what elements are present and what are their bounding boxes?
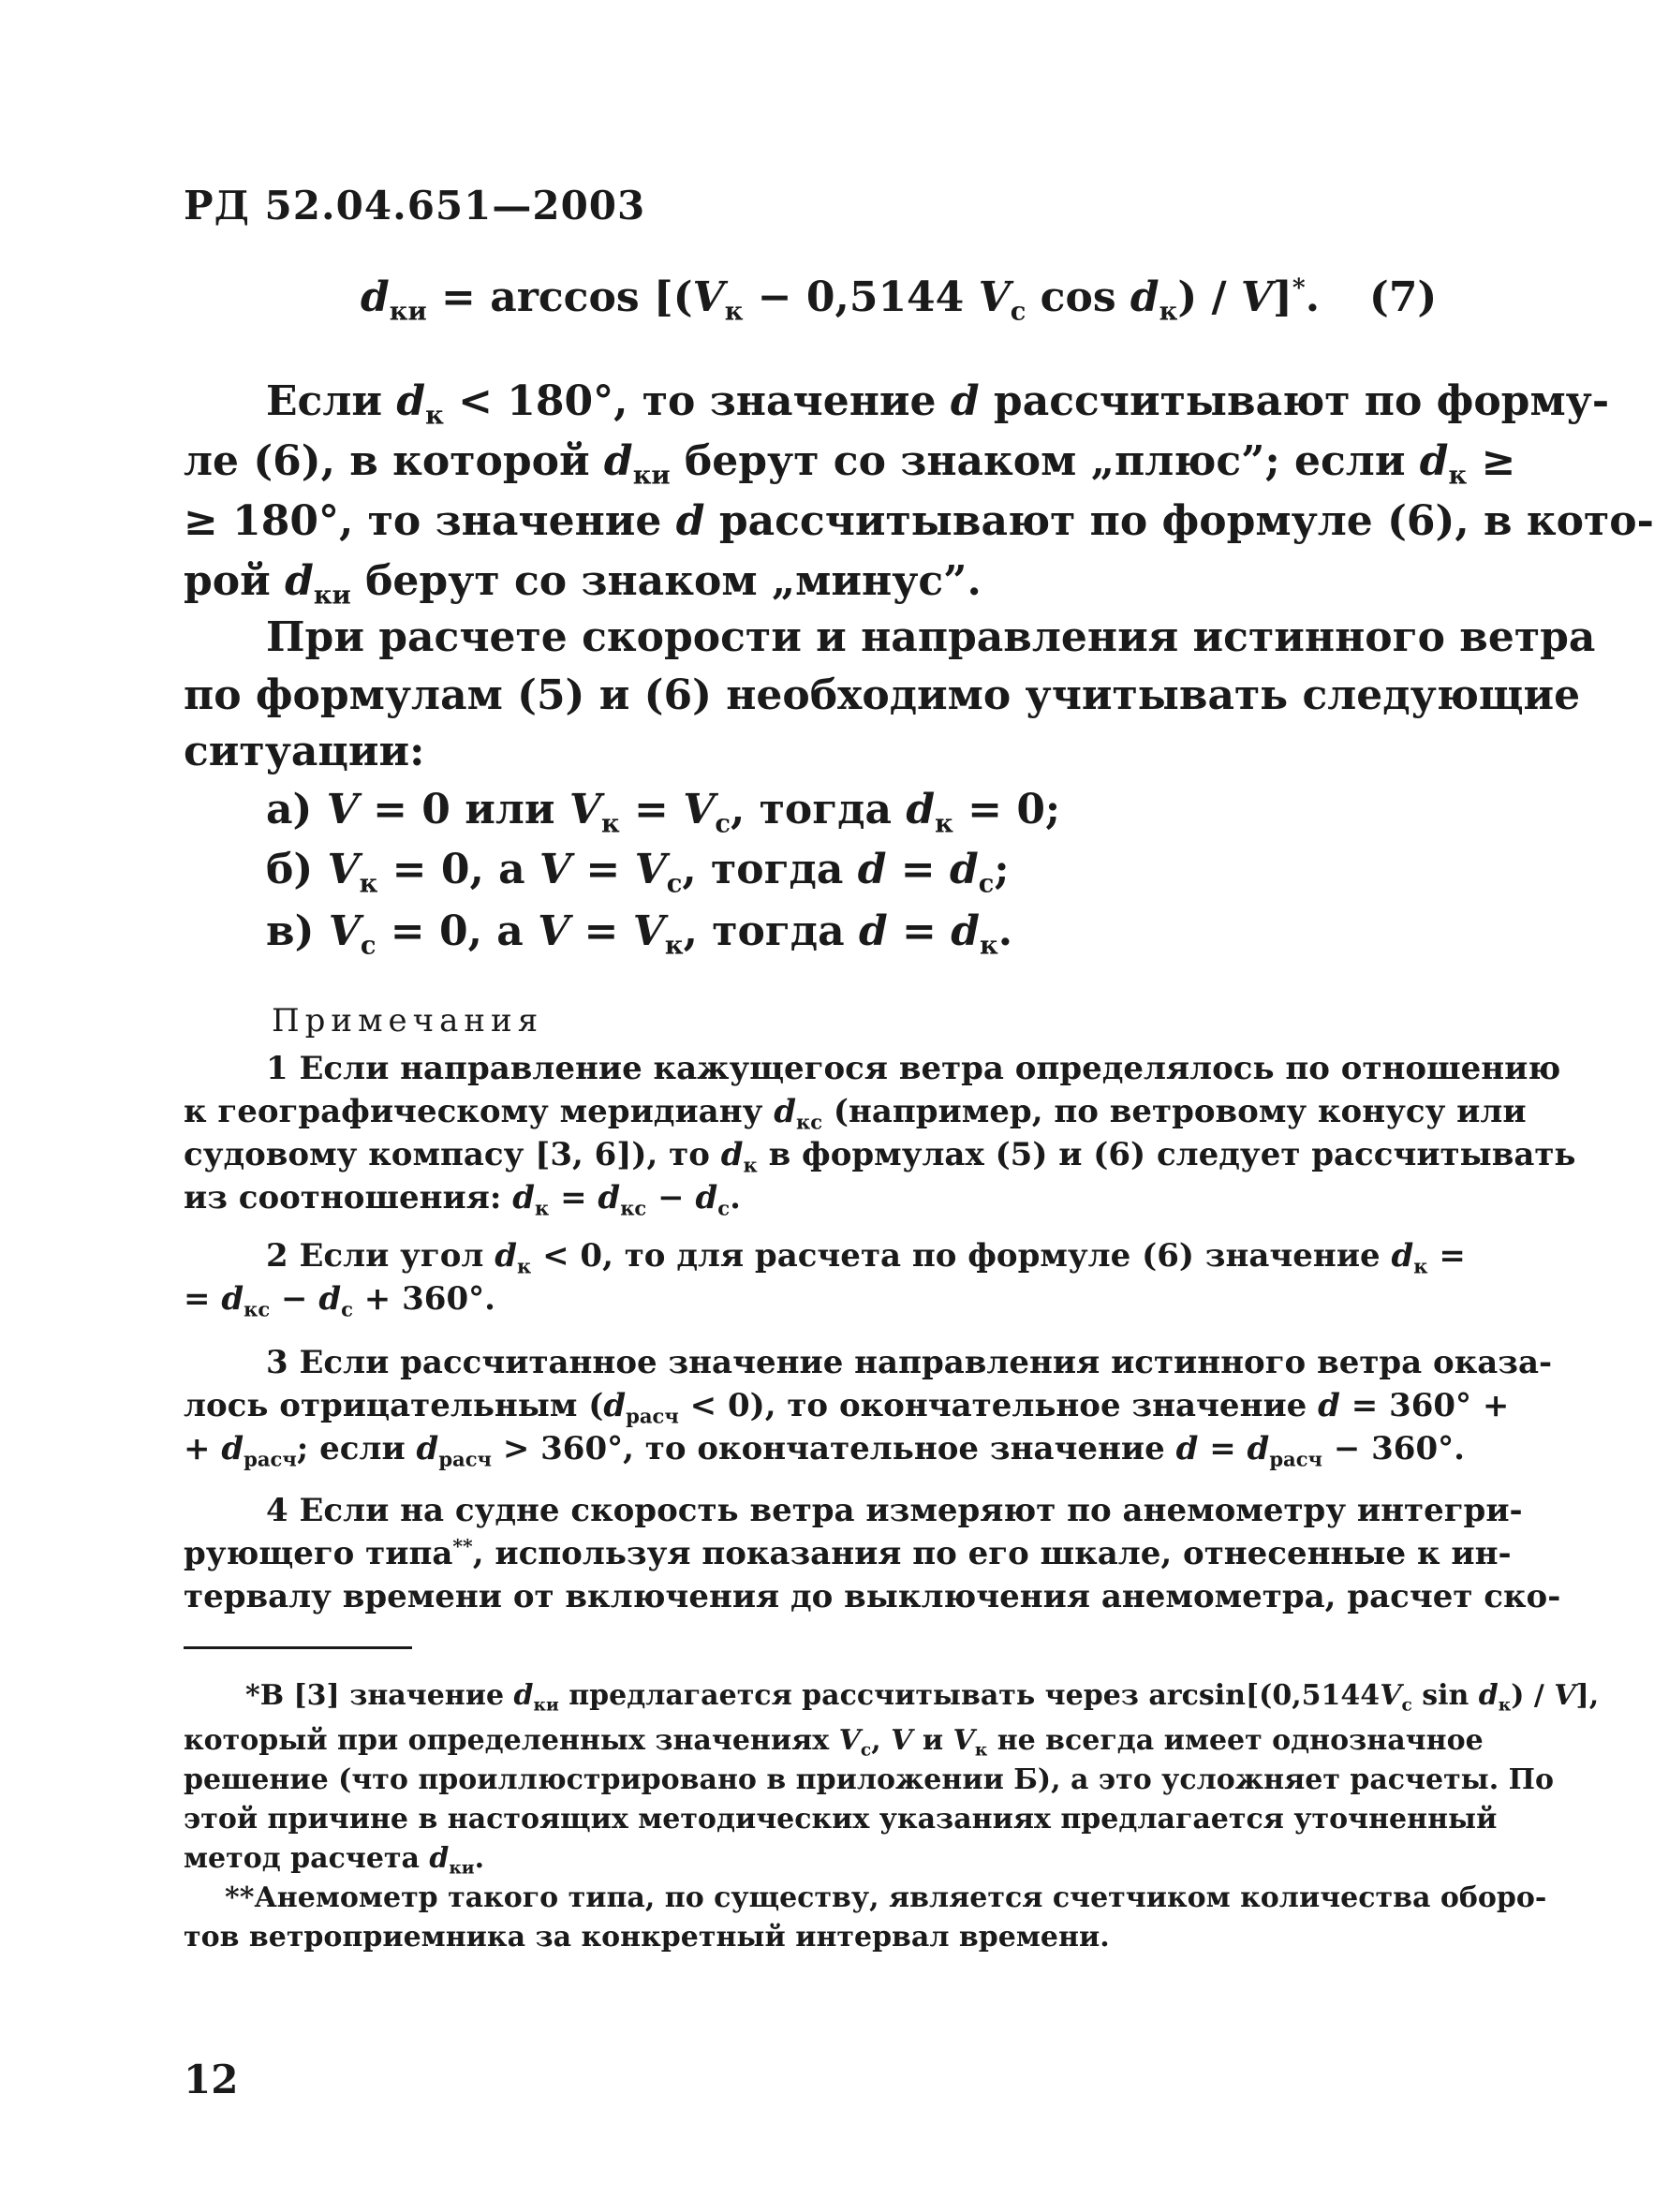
text-line: тов ветроприемника за конкретный интервал времени.	[184, 1921, 1110, 1954]
text-line: 2 Если угол $d_к < 0$, то для расчета по формуле (6) значение $d_к$ =	[266, 1237, 1466, 1278]
text-line: При расчете скорости и направления истинного ветра	[266, 613, 1596, 661]
text-line: ле (6), в которой $d_{ки}$ берут со знаком „плюс”; если $d_к$ ≥	[184, 437, 1516, 491]
case-b: б) $V_к = 0$, а $V = V_с$, тогда $d = d_с$;	[266, 846, 1010, 899]
footnote-mark: *	[1292, 273, 1306, 303]
text-line: из соотношения: $d_к = d_{кс} - d_с$.	[184, 1179, 741, 1220]
footnote-separator	[184, 1646, 412, 1649]
text-line: 3 Если рассчитанное значение направления истинного ветра оказа-	[266, 1344, 1553, 1381]
case-c: в) $V_с = 0$, а $V = V_к$, тогда $d = d_к$.	[266, 907, 1013, 961]
text-line: *В [3] значение $d_{ки}$ предлагается рассчитывать через $\arcsin[(0,5144V_с$ $\sin d_к) / V$],	[245, 1679, 1600, 1716]
symbol: V	[692, 273, 725, 321]
text-line: судовому компасу [3, 6]), то $d_к$ в формулах (5) и (6) следует рассчитывать	[184, 1136, 1576, 1177]
text-line: 4 Если на судне скорость ветра измеряют по анемометру интегри-	[266, 1492, 1523, 1529]
formula-text: ]	[1273, 273, 1292, 321]
text-line: который при определенных значениях $V_с$, V и $V_к$ не всегда имеет однозначное	[184, 1724, 1484, 1761]
formula-text: = arccos [(	[426, 273, 693, 321]
text-line: решение (что проиллюстрировано в приложении Б), а это усложняет расчеты. По	[184, 1763, 1554, 1796]
symbol: d	[1130, 273, 1159, 321]
equation-number: (7)	[1369, 273, 1438, 321]
page-number: 12	[184, 2057, 239, 2102]
document-header: РД 52.04.651—2003	[184, 183, 646, 229]
symbol: V	[1240, 273, 1274, 321]
formula-text: ) /	[1177, 273, 1241, 321]
symbol: V	[978, 273, 1011, 321]
text-line: ситуации:	[184, 728, 425, 775]
formula-7	[361, 273, 1321, 327]
subscript: к	[724, 296, 744, 327]
text-line: метод расчета $d_{ки}$.	[184, 1842, 485, 1879]
text-line: к географическому меридиану $d_{кс}$ (например, по ветровому конусу или	[184, 1093, 1527, 1134]
subscript: к	[1159, 296, 1178, 327]
symbol: d	[361, 273, 390, 321]
text-line: 1 Если направление кажущегося ветра определялось по отношению	[266, 1050, 1561, 1087]
text-line: + $d_{расч}$; если $d_{расч} > 360^\circ$, то окончательное значение $d = d_{расч} - 360^\circ$.	[184, 1430, 1465, 1471]
text-line: рующего типа**, используя показания по его шкале, отнесенные к ин-	[184, 1534, 1512, 1572]
text-line: **Анемометр такого типа, по существу, является счетчиком количества оборо-	[225, 1881, 1547, 1914]
case-a: а) V = 0 или $V_к = V_с$, тогда $d_к = 0$;	[266, 786, 1061, 839]
text-line: = $d_{кс} - d_с + 360^\circ$.	[184, 1280, 495, 1321]
subscript: ки	[389, 296, 427, 327]
formula-text: cos	[1026, 273, 1130, 321]
formula-text: .	[1305, 273, 1321, 321]
text-line: тервалу времени от включения до выключения анемометра, расчет ско-	[184, 1578, 1561, 1615]
subscript: с	[1010, 296, 1026, 327]
text-line: рой $d_{ки}$ берут со знаком „минус”.	[184, 557, 982, 611]
text-line: Если $d_к < 180^\circ$, то значение d рассчитывают по форму-	[266, 377, 1610, 431]
text-line: этой причине в настоящих методических указаниях предлагается уточненный	[184, 1803, 1498, 1836]
notes-heading: Примечания	[272, 1002, 544, 1040]
text-line: по формулам (5) и (6) необходимо учитывать следующие	[184, 671, 1581, 719]
formula-text: − 0,5144	[743, 273, 979, 321]
text-line: ≥ 180°, то значение d рассчитывают по формуле (6), в кото-	[184, 497, 1654, 545]
text-line: лось отрицательным $(d_{расч} < 0)$, то окончательное значение d = 360° +	[184, 1387, 1510, 1428]
